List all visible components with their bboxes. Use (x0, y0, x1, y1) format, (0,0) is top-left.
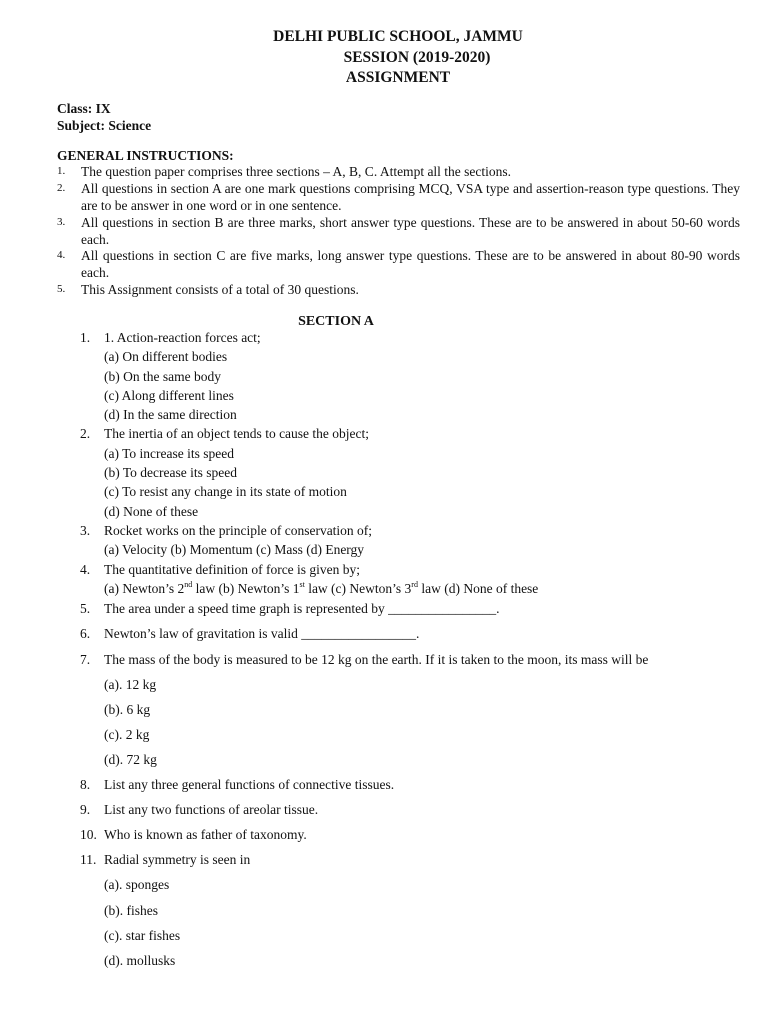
option: (d) In the same direction (104, 407, 237, 422)
section-a-title: SECTION A (298, 314, 374, 329)
option: (c). 2 kg (104, 727, 150, 742)
question-number: 1. (80, 330, 91, 345)
question-text: The quantitative definition of force is given by; (104, 562, 361, 577)
question-number: 11. (80, 852, 97, 867)
option-a-text: (a) Newton’s 2 (104, 581, 185, 596)
question-6 (80, 626, 740, 642)
ordinal-suffix: nd (184, 580, 193, 589)
option: (b) To decrease its speed (104, 465, 238, 480)
instruction-item (57, 181, 740, 214)
question-number: 4. (80, 562, 91, 577)
session-title: SESSION (2019-2020) (343, 49, 491, 66)
question-10 (80, 827, 740, 843)
instructions-title: GENERAL INSTRUCTIONS: (57, 148, 234, 163)
instruction-number: 1. (57, 165, 66, 177)
question-text: The inertia of an object tends to cause the object; (104, 426, 370, 441)
class-label: Class: IX (57, 101, 111, 116)
instruction-text: All questions in section C are five marks, long answer type questions. These are to be answered in about 80-90 words each. (81, 248, 740, 280)
question-2 (80, 426, 740, 442)
question-number: 3. (80, 523, 91, 538)
option-c-text: law (c) Newton’s 3 (304, 581, 412, 596)
question-text: Who is known as father of taxonomy. (104, 827, 307, 842)
option: (a) To increase its speed (104, 446, 235, 461)
question-3 (80, 523, 740, 539)
instruction-number: 5. (57, 283, 66, 295)
option: (c) Along different lines (104, 388, 234, 403)
option: (d). 72 kg (104, 752, 157, 767)
instruction-number: 3. (57, 216, 66, 228)
question-number: 8. (80, 777, 91, 792)
question-number: 2. (80, 426, 91, 441)
question-11 (80, 852, 740, 868)
question-number: 7. (80, 652, 91, 667)
school-name: DELHI PUBLIC SCHOOL, JAMMU (273, 28, 523, 45)
instruction-number: 2. (57, 182, 66, 194)
instruction-text: All questions in section B are three marks, short answer type questions. These are to be answered in about 50-60 words each. (81, 215, 740, 247)
instruction-text: This Assignment consists of a total of 30 questions. (81, 282, 359, 297)
question-8 (80, 777, 740, 793)
question-text: Newton’s law of gravitation is valid _________________. (104, 626, 420, 641)
instruction-text: The question paper comprises three sections – A, B, C. Attempt all the sections. (81, 164, 512, 179)
instruction-item (57, 282, 740, 299)
question-number: 9. (80, 802, 91, 817)
instruction-number: 4. (57, 249, 66, 261)
question-5 (80, 601, 740, 617)
option: (a). sponges (104, 877, 170, 892)
option: (b). 6 kg (104, 702, 151, 717)
assignment-title: ASSIGNMENT (345, 69, 451, 86)
option-d-text: law (d) None of these (417, 581, 539, 596)
option: (a) On different bodies (104, 349, 228, 364)
option: (d) None of these (104, 504, 199, 519)
option: (c) To resist any change in its state of motion (104, 484, 347, 499)
option: (b) On the same body (104, 369, 221, 384)
ordinal-suffix: rd (411, 580, 418, 589)
question-text: The area under a speed time graph is represented by ________________. (104, 601, 500, 616)
instruction-item (57, 215, 740, 248)
question-number: 10. (80, 827, 97, 842)
question-text: Radial symmetry is seen in (104, 852, 251, 867)
instruction-item (57, 164, 740, 181)
instruction-item (57, 248, 740, 281)
option: (c). star fishes (104, 928, 181, 943)
question-9 (80, 802, 740, 818)
question-4 (80, 562, 740, 578)
option-b-text: law (b) Newton’s 1 (192, 581, 300, 596)
question-1 (80, 330, 740, 346)
question-text: List any two functions of areolar tissue. (104, 802, 319, 817)
question-text: List any three general functions of connective tissues. (104, 777, 395, 792)
question-text: The mass of the body is measured to be 12 kg on the earth. If it is taken to the moon, its mass will be (104, 652, 649, 667)
subject-label: Subject: Science (57, 118, 152, 133)
option-line: (a) Velocity (b) Momentum (c) Mass (d) Energy (104, 542, 365, 557)
question-number: 6. (80, 626, 91, 641)
option-line (104, 581, 538, 597)
question-number: 5. (80, 601, 91, 616)
question-text: Rocket works on the principle of conservation of; (104, 523, 373, 538)
question-7 (80, 652, 740, 668)
option: (a). 12 kg (104, 677, 157, 692)
option: (d). mollusks (104, 953, 176, 968)
option: (b). fishes (104, 903, 158, 918)
ordinal-suffix: st (299, 580, 305, 589)
question-text: 1. Action-reaction forces act; (104, 330, 261, 345)
instruction-text: All questions in section A are one mark questions comprising MCQ, VSA type and assertion-reason type questions. They are to be answer in one word or in one sentence. (81, 181, 740, 213)
